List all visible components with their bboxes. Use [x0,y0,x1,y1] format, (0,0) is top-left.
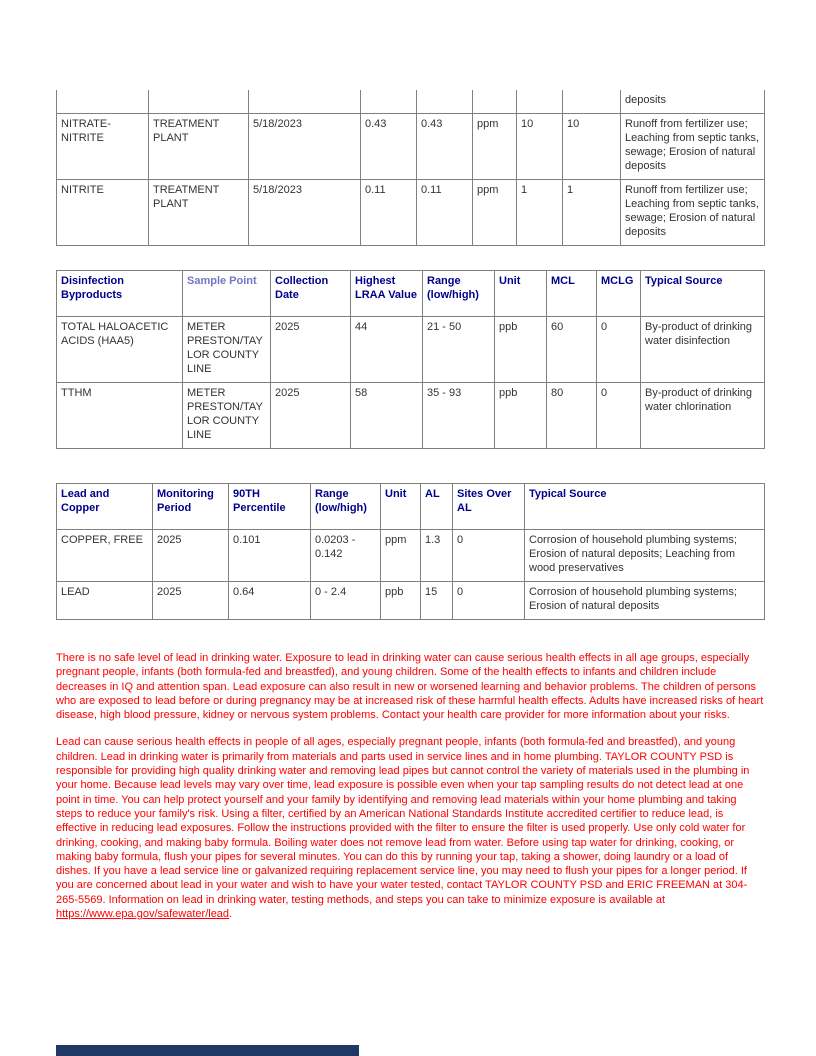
column-header-range: Range (low/high) [311,484,381,530]
table-cell: Corrosion of household plumbing systems; Erosion of natural deposits; Leaching from wood preservatives [525,530,765,582]
column-header-unit: Unit [495,271,547,317]
table-row-haa5 [57,317,765,383]
table-cell: METER PRESTON/TAYLOR COUNTY LINE [183,317,271,383]
column-header-90th-percentile: 90TH Percentile [229,484,311,530]
footer-bar [56,1045,359,1056]
table-cell: 1 [517,180,563,246]
table-cell [361,90,417,114]
table-cell: 0 - 2.4 [311,582,381,620]
table-cell: 0.11 [361,180,417,246]
table-row-carryover [57,90,765,114]
table-cell [563,90,621,114]
table-cell: 5/18/2023 [249,180,361,246]
table-cell: Runoff from fertilizer use; Leaching from septic tanks, sewage; Erosion of natural deposits [621,114,765,180]
table-cell [57,90,149,114]
table-cell [417,90,473,114]
table-cell [249,90,361,114]
table-cell: TREATMENT PLANT [149,180,249,246]
column-header-disinfection-byproducts: Disinfection Byproducts [57,271,183,317]
regulated-contaminants-table [56,90,765,246]
report-page-content [56,0,764,921]
table-cell: METER PRESTON/TAYLOR COUNTY LINE [183,383,271,449]
column-header-mcl: MCL [547,271,597,317]
table-row-lead [57,582,765,620]
table-cell: By-product of drinking water disinfection [641,317,765,383]
lead-and-copper-table [56,483,765,620]
table-cell: 10 [563,114,621,180]
table-cell: TOTAL HALOACETIC ACIDS (HAA5) [57,317,183,383]
column-header-range: Range (low/high) [423,271,495,317]
table-cell: 0.43 [417,114,473,180]
table-header-row [57,271,765,317]
table-cell: 2025 [271,383,351,449]
table-row-nitrate-nitrite [57,114,765,180]
column-header-sites-over-al: Sites Over AL [453,484,525,530]
table-cell: 0.64 [229,582,311,620]
table-cell: 0.0203 - 0.142 [311,530,381,582]
column-header-typical-source: Typical Source [641,271,765,317]
table-cell [517,90,563,114]
table-cell: NITRATE-NITRITE [57,114,149,180]
table-cell: 21 - 50 [423,317,495,383]
table-cell: 0.101 [229,530,311,582]
table-cell: Runoff from fertilizer use; Leaching from septic tanks, sewage; Erosion of natural deposits [621,180,765,246]
table-cell: 1.3 [421,530,453,582]
table-cell: 2025 [271,317,351,383]
table-cell: 35 - 93 [423,383,495,449]
table-cell: ppm [473,114,517,180]
table-cell [149,90,249,114]
table-cell: 0 [597,383,641,449]
epa-safewater-link[interactable]: https://www.epa.gov/safewater/lead [56,908,230,921]
table-cell: 44 [351,317,423,383]
table-cell: 2025 [153,530,229,582]
table-cell: 10 [517,114,563,180]
table-cell: 58 [351,383,423,449]
column-header-al: AL [421,484,453,530]
table-cell: 0.43 [361,114,417,180]
table-cell: 80 [547,383,597,449]
table-cell: ppb [381,582,421,620]
table-cell: 0 [597,317,641,383]
column-header-unit: Unit [381,484,421,530]
table-cell: ppb [495,317,547,383]
table-row-copper-free [57,530,765,582]
table-cell: ppm [473,180,517,246]
disinfection-byproducts-table [56,270,765,449]
table-cell: ppb [495,383,547,449]
table-cell: 0.11 [417,180,473,246]
table-row-tthm [57,383,765,449]
column-header-lead-and-copper: Lead and Copper [57,484,153,530]
table-cell: TTHM [57,383,183,449]
table-cell: LEAD [57,582,153,620]
lead-info-paragraph [56,735,764,921]
table-cell: 0 [453,530,525,582]
table-cell [473,90,517,114]
column-header-highest-lraa-value: Highest LRAA Value [351,271,423,317]
lead-info-text: Lead can cause serious health effects in people of all ages, especially pregnant people, infants (both formula-fed and breastfed), and young children. Lead in drinking water is primarily from materials and parts used in service lines and in home plumbing. TAYLOR COUNTY PSD is responsible for providing high quality drinking water and removing lead pipes but cannot control the variety of materials used in the plumbing in your home. Because lead levels may vary over time, lead exposure is possible even when your tap sampling results do not detect lead at one point in time. You can help protect yourself and your family by identifying and removing lead materials within your home plumbing and taking steps to reduce your family's risk. Using a filter, certified by an American National Standards Institute accredited certifier to reduce lead, is effective in reducing lead exposures. Follow the instructions provided with the filter to ensure the filter is used properly. Use only cold water for drinking, cooking, and making baby formula. Boiling water does not remove lead from water. Before using tap water for drinking, cooking, or making baby formula, flush your pipes for several minutes. You can do this by running your tap, taking a shower, doing laundry or a load of dishes. If you have a lead service line or galvanized requiring replacement service line, you may need to flush your pipes for a longer period. If you are concerned about lead in your water and wish to have your water tested, contact TAYLOR COUNTY PSD and ERIC FREEMAN at 304-265-5569. Information on lead in drinking water, testing methods, and steps you can take to minimize exposure is available at [56,736,750,906]
table-cell: deposits [621,90,765,114]
column-header-sample-point: Sample Point [183,271,271,317]
column-header-monitoring-period: Monitoring Period [153,484,229,530]
column-header-collection-date: Collection Date [271,271,351,317]
lead-warning-paragraph: There is no safe level of lead in drinking water. Exposure to lead in drinking water can cause serious health effects in all age groups, especially pregnant people, infants (both formula-fed and breastfed), and young children. Some of the health effects to infants and children include decreases in IQ and attention span. Lead exposure can also result in new or worsened learning and behavior problems. The children of persons who are exposed to lead before or during pregnancy may be at increased risk of these harmful health effects. Adults have increased risks of heart disease, high blood pressure, kidney or nervous system problems. Contact your health care provider for more information about your risks. [56,652,764,722]
table-cell: 2025 [153,582,229,620]
table-cell: ppm [381,530,421,582]
table-cell: TREATMENT PLANT [149,114,249,180]
table-cell: By-product of drinking water chlorination [641,383,765,449]
table-cell: 1 [563,180,621,246]
table-cell: 0 [453,582,525,620]
table-cell: 15 [421,582,453,620]
table-cell: 5/18/2023 [249,114,361,180]
table-cell: Corrosion of household plumbing systems; Erosion of natural deposits [525,582,765,620]
table-cell: 60 [547,317,597,383]
table-header-row [57,484,765,530]
link-suffix-period: . [229,908,233,921]
table-cell: NITRITE [57,180,149,246]
table-row-nitrite [57,180,765,246]
column-header-mclg: MCLG [597,271,641,317]
column-header-typical-source: Typical Source [525,484,765,530]
table-cell: COPPER, FREE [57,530,153,582]
